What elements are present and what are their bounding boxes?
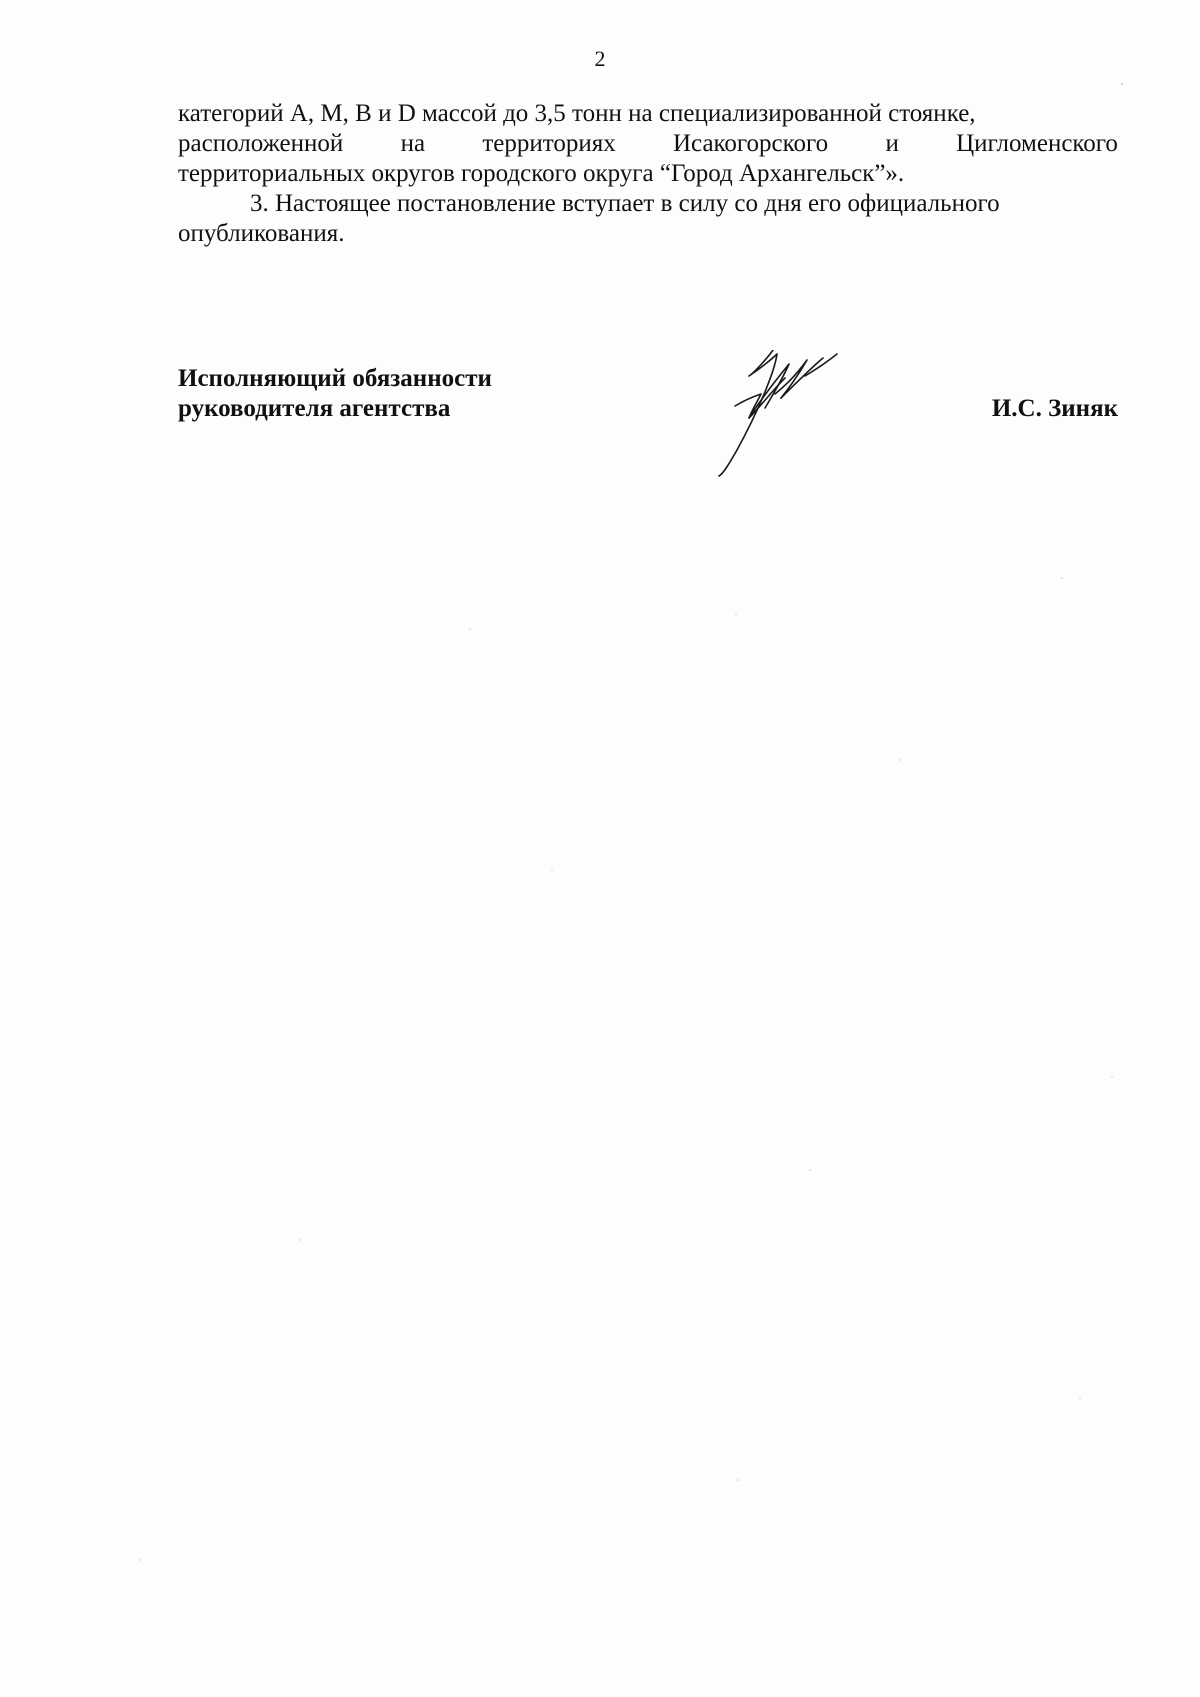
signatory-name: И.С. Зиняк	[991, 395, 1118, 422]
document-body	[178, 99, 1118, 249]
paragraph-item-3-line-1: 3. Настоящее постановление вступает в силу со дня его официального	[250, 190, 1000, 217]
signatory-position	[178, 364, 492, 424]
word: расположенной	[178, 130, 344, 157]
paragraph-item-3-line-2: опубликования.	[178, 220, 345, 247]
word: на	[400, 130, 426, 157]
page-number: 2	[594, 46, 606, 71]
paragraph-continued-line-1: категорий A, M, B и D массой до 3,5 тонн на специализированной стоянке,	[178, 100, 976, 127]
word: территориях	[482, 130, 616, 157]
paragraph-continued-line-3: территориальных округов городского округа “Город Архангельск”».	[178, 160, 905, 187]
signatory-position-line-1: Исполняющий обязанности	[178, 365, 492, 392]
word: Цигломенского	[956, 130, 1118, 157]
paragraph-continued-line-2	[178, 129, 1118, 159]
handwritten-signature	[715, 350, 895, 480]
signatory-position-line-2: руководителя агентства	[178, 395, 451, 422]
word: Исакогорского	[672, 130, 829, 157]
word: и	[885, 130, 899, 157]
